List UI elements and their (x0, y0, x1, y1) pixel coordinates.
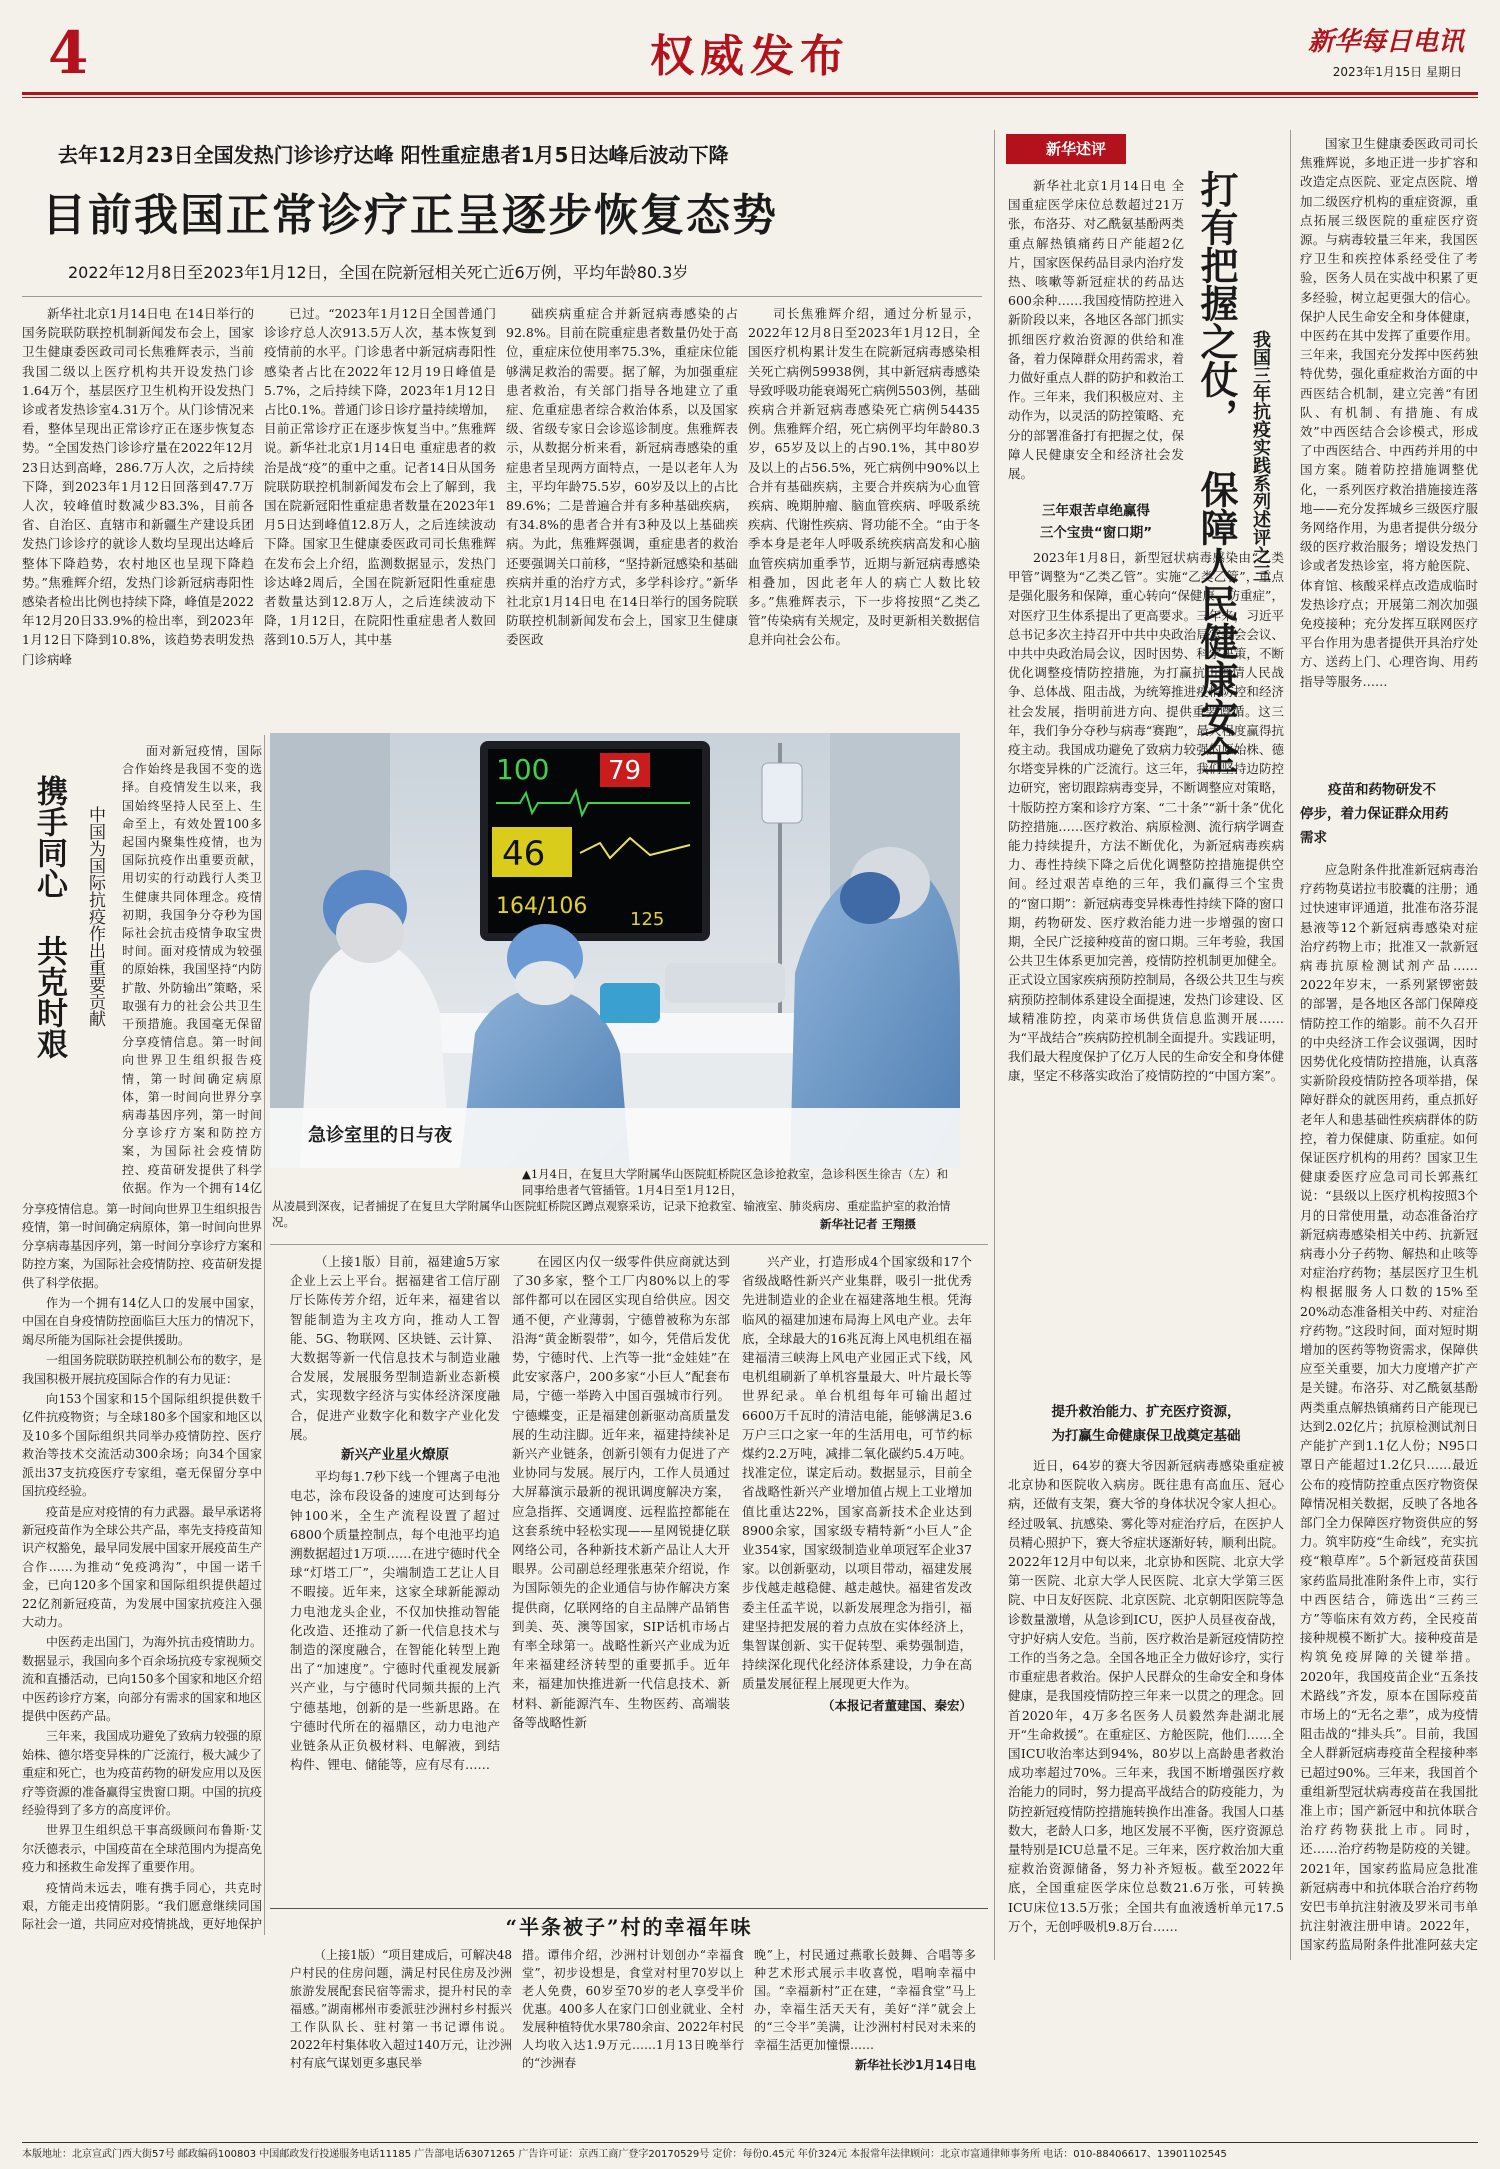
footer-info: 本版地址：北京宣武门西大街57号 邮政编码100803 中国邮政发行投递服务电话11185 广告部电话63071265 广告许可证：京西工商广登字20170529号 定价：每份0.45元 年价324元 本报常年法律顾问：北京市富通律师事务所 电话：010-88406617、13901102545 (22, 2149, 1227, 2160)
commentary-col-A3: 近日，64岁的赛大爷因新冠病毒感染重症被北京协和医院收入病房。既往患有高血压、冠心病，还做有支架，赛大爷的身体状况令家人担心。经过吸氧、抗感染、雾化等对症治疗后，在医护人员精心照护下，赛大爷症状逐渐好转，顺利出院。2022年12月中旬以来，北京协和医院、北京大学第一医院、北京大学人民医院、北京大学第三医院、中日友好医院、北京医院、北京朝阳医院等急诊数量激增，从急诊到ICU，医护人员昼夜奋战，守护好病人安危。当前，医疗救治是新冠疫情防控工作的当务之急。全国各地正全力做好诊疗，实行市重症患者救治。保护人民群众的生命安全和身体健康，是我国疫情防控三年来一以贯之的理念。回首2020年，4万多名医务人员毅然奔赴湖北展开“生命救援”。在重症区、方舱医院，他们……全国ICU收治率达到94%，80岁以上高龄患者救治成功率超过70%。三年来，我国不断增强医疗救治能力的同时，努力提高平战结合的防疫能力，为防控新冠疫情防控措施转换作出准备。我国人口基数大，老龄人口多，地区发展不平衡，医疗资源总量特别是ICU总量不足。三年来，医疗救治加大重症救治资源储备，努力补齐短板。截至2022年底，全国重症医学床位总数21.6万张，可转换ICU床位13.5万张；全国共有血液透析单元17.5万个，无创呼吸机9.8万台…… (1008, 1458, 1284, 1934)
main-headline: 目前我国正常诊疗正呈逐步恢复态势 (42, 190, 778, 241)
side-feature-subtitle: 中国为国际抗疫作出重要贡献 (85, 806, 105, 1027)
masthead-logo: 新华每日电讯 (1307, 27, 1464, 57)
commentary-divider (1290, 130, 1291, 1960)
monitor-bp: 164/106 (496, 894, 588, 919)
section-title: 权威发布 (650, 31, 850, 82)
feature-dateline: 新华社长沙1月14日电 (854, 2058, 976, 2072)
feature-col-2: 措。谭伟介绍，沙洲村计划创办“幸福食堂”，初步设想是，食堂对村里70岁以上老人免费，60岁至70岁的老人享受半价优惠。400多人在家门口创业就业、全村发展种植特优水果780余亩、2022年村民人均收入达1.9万元……1月13日晚举行的“沙洲春 (522, 1948, 744, 2070)
main-col-1: 新华社北京1月14日电 在14日举行的国务院联防联控机制新闻发布会上，国家卫生健康委医政司司长焦雅辉表示，当前我国二级以上医疗机构共开设发热门诊1.64万个，基层医疗卫生机构开设发热门诊或者发热诊室4.31万个。从门诊情况来看，整体呈现出正常诊疗正在逐步恢复态势。“全国发热门诊诊疗量在2022年12月23日达到高峰，286.7万人次，之后持续下降，到2023年1月12日回落到47.7万人次，较峰值时数减少83.3%，目前各省、自治区、直辖市和新疆生产建设兵团发热门诊诊疗的就诊人数均呈现出达峰后整体下降趋势，农村地区也呈现下降趋势。”焦雅辉介绍，发热门诊新冠病毒阳性感染者检出比例也持续下降，峰值是2022年12月20日33.9%的检出率，到2023年1月12日下降到10.8%，该趋势表明发热门诊病峰 (22, 306, 254, 667)
monitor-spo2: 46 (502, 834, 546, 874)
footer-rule (22, 2142, 1478, 2143)
col-divider (994, 130, 995, 1960)
header-rule-thin (22, 97, 1478, 98)
feature-col-1: （上接1版）“项目建成后，可解决48户村民的住房问题，满足村民住房及沙洲旅游发展配套民宿等需求，提升村民的幸福感。”湖南郴州市委派驻沙洲村乡村振兴工作队队长、驻村第一书记谭伟说。2022年村集体收入超过140万元，让沙洲村有底气谋划更多惠民举 (290, 1948, 512, 2070)
main-col-4: 司长焦雅辉介绍，通过分析显示，2022年12月8日至2023年1月12日，全国医疗机构累计发生在院新冠病毒感染相关死亡病例59938例，其中新冠病毒感染导致呼吸功能衰竭死亡病例5503例，基础疾病合并新冠病毒感染死亡病例54435例。焦雅辉介绍，死亡病例平均年龄80.3岁，65岁及以上的占90.1%，其中80岁及以上的占56.5%，死亡病例中90%以上合并有基础疾病，主要合并疾病为心血管疾病、晚期肿瘤、脑血管疾病、呼吸系统疾病、代谢性疾病、肾功能不全。“由于冬季本身是老年人呼吸系统疾病高发和心脑血管疾病加重季节，近期与新冠病毒感染相叠加，因此老年人的病亡人数比较多。”焦雅辉表示，下一步将按照“乙类乙管”传染病有关规定，及时更新相关数据信息并向社会公布。 (748, 306, 980, 648)
commentary-series: 我国三年抗疫实践系列述评之三 (1250, 330, 1271, 582)
bottom-byline: （本报记者董建国、秦宏） (821, 1697, 972, 1713)
side-divider (264, 735, 265, 1935)
main-kicker: 去年12月23日全国发热门诊诊疗达峰 阳性重症患者1月5日达峰后波动下降 (58, 143, 729, 167)
side-feature-body: 面对新冠疫情，国际合作始终是我国不变的选择。自疫情发生以来，我国始终坚持人民至上、生命至上，有效处置100多起国内聚集性疫情，也为国际抗疫作出重要贡献，用切实的行动践行人类卫生健康共同体理念。疫情初期，我国争分夺秒为国际社会抗击疫情争取宝贵时间。面对疫情成为较强的原始株，我国坚持“内防扩散、外防输出”策略，采取强有力的社会公共卫生干预措施。我国毫无保留分享疫情信息。第一时间向世界卫生组织报告疫情，第一时间确定病原体，第一时间向世界分享病毒基因序列，第一时间分享诊疗方案和防控方案，为国际社会疫情防控、疫苗研发提供了科学依据。作为一个拥有14亿 (122, 744, 262, 1195)
photo-credit: 新华社记者 王翔摄 (820, 1217, 917, 1231)
commentary-col-B1: 国家卫生健康委医政司司长焦雅辉说，多地正进一步扩容和改造定点医院、亚定点医院、增加二级医疗机构的重症资源，重点拓展三级医院的重症医疗资源。与病毒较量三年来，我国医疗卫生和疾控体系经受住了考验，医务人员在实战中积累了更多经验，树立起更强大的信心。保护人民生命安全和身体健康，中医药在其中发挥了重要作用。三年来，我国充分发挥中医药独特优势，强化重症救治方面的中西医结合机制，建立完善“有团队、有机制、有措施、有成效”中西医结合会诊模式，形成了中西医结合、中西药并用的中国方案。随着防控措施调整优化，一系列医疗救治措施接连落地——充分发挥城乡三级医疗服务网络作用，为患者提供分级分级的医疗救治服务；增设发热门诊或者发热诊室，将方舱医院、体育馆、核酸采样点改造成临时发热诊疗点；开展第二剂次加强免疫接种；充分发挥互联网医疗平台作用为患者提供开具治疗处方、送药上门、心理咨询、用药指导等服务…… (1300, 136, 1478, 689)
side-feature-body-cont: 分享疫情信息。第一时间向世界卫生组织报告疫情，第一时间确定病原体，第一时间向世界分享病毒基因序列，第一时间分享诊疗方案和防控方案，为国际社会疫情防控、疫苗研发提供了科学依据。 作为一个拥有14亿人口的发展中国家，中国在自身疫情防控面临巨大压力的情况下，竭尽所能为国际社会提供援助。 一组国务院联防联控机制公布的数字，是我国积极开展抗疫国际合作的有力见证： 向153个国家和15个国际组织提供数千亿件抗疫物资；与全球180多个国家和地区以及10多个国际组织共同举办疫情防控、医疗救治等技术交流活动300余场；向34个国家派出37支抗疫医疗专家组，毫无保留分享中国抗疫经验。 疫苗是应对疫情的有力武器。最早承诺将新冠疫苗作为全球公共产品，率先支持疫苗知识产权豁免，最早同发展中国家开展疫苗生产合作……为推动“免疫鸿沟”，中国一诺千金，已向120多个国家和国际组织提供超过22亿剂新冠疫苗，为发展中国家抗疫注入强大动力。 中医药走出国门，为海外抗击疫情助力。数据显示，我国向多个百余场抗疫专家视频交流和直播活动，已向150多个国家和地区介绍中医药诊疗方案，向部分有需求的国家和地区提供中医药产品。 三年来，我国成功避免了致病力较强的原始株、德尔塔变异株的广泛流行，极大减少了重症和死亡，也为疫苗药物的研发应用以及医疗等资源的准备赢得宝贵窗口期。中国的抗疫经验得到了多方的高度评价。 世界卫生组织总干事高级顾问布鲁斯·艾尔沃德表示，中国疫苗在全球范围内为提高免疫力和拯救生命发挥了重要作用。 疫情尚未远去，唯有携手同心，共克时艰，方能走出疫情阴影。“我们愿意继续同国际社会一道，共同应对疫情挑战，更好地保护 (22, 1202, 262, 1932)
monitor-alarm: 79 (608, 756, 642, 786)
main-col-3: 础疾病重症合并新冠病毒感染的占92.8%。目前在院重症患者数量仍处于高位，重症床位使用率75.3%，重症床位能够满足救治的需要。据了解，为加强重症患者救治，有关部门指导各地建立了重症、危重症患者综合救治体系，以及国家级、省级专家日会诊巡诊制度。焦雅辉表示，从数据分析来看，新冠病毒感染的重症患者呈现两方面特点，一是以老年人为主，平均年龄75.5岁，60岁及以上的占比89.6%；二是普遍合并有多种基础疾病，有34.8%的患者合并有3种及以上基础疾病。为此，焦雅辉强调，重症患者的救治还要强调关口前移，“坚持新冠感染和基础疾病并重的治疗方式，多学科诊疗。”新华社北京1月14日电 在14日举行的国务院联防联控机制新闻发布会上，国家卫生健康委医政 (506, 306, 738, 648)
header-rule (22, 92, 1478, 95)
emergency-room-photo (270, 733, 960, 1168)
commentary-headline-2: 保障人民健康安全 (1194, 470, 1239, 774)
commentary-col-B2: 应急附条件批准新冠病毒治疗药物莫诺拉韦胶囊的注册；通过快速审评通道，批准布洛芬混悬液等12个新冠病毒感染对症治疗药物上市；批准又一款新冠病毒抗原检测试剂产品……2022年岁末，一系列紧锣密鼓的部署，是各地区各部门保障疫情防控工作的缩影。前不久召开的中央经济工作会议强调，因时因势优化疫情防控措施，认真落实新阶段疫情防控各项举措，保障好群众的就医用药，重点抓好老年人和患基础性疾病群体的防控，着力保健康、防重症。如何保证医疗机构的用药？国家卫生健康委医疗应急司司长郭燕红说：“县级以上医疗机构按照3个月的日常使用量，动态准备治疗新冠病毒感染相关中药、抗新冠病毒小分子药物、解热和止咳等对症治疗药物；基层医疗卫生机构根据服务人口数的15%至20%动态准备相关中药、对症治疗药物。”这段时间，面对短时期增加的医药等物资需求，保障供应至关重要，加大力度增产扩产是关键。布洛芬、对乙酰氨基酚两类重点解热镇痛药日产能现已达到2.02亿片；抗原检测试剂日产能扩产到1.1亿人份；N95口罩日产能超过1.2亿只……最近公布的疫情防控重点医疗物资保障情况相关数据，反映了各地各部门全力保障医疗物资供应的努力。筑牢防疫“生命线”，充实抗疫“粮草库”。5个新冠疫苗获国家药监局批准附条件上市，实行中西医结合，筛选出“三药三方”等临床有效方药，全民疫苗接种规模不断扩大。接种疫苗是构筑免疫屏障的关键举措。2020年，我国疫苗企业“五条技术路线”齐发，原本在国际疫苗市场上的“无名之辈”，成为疫情阻击战的“排头兵”。目前，我国全人群新冠病毒疫苗全程接种率已超过90%。三年来，我国首个重组新型冠状病毒疫苗在我国批准上市；国产新冠中和抗体联合治疗药物获批上市。同时，还……治疗药物是防疫的关键。2021年，国家药监局应急批准新冠病毒中和抗体联合治疗药物安巴韦单抗注射液及罗米司韦单抗注射液注册申请。2022年，国家药监局附条件批准阿兹夫定 (1300, 862, 1478, 1953)
photo-title: 急诊室里的日与夜 (308, 1125, 452, 1146)
page-number: 4 (48, 19, 89, 87)
side-feature-title: 携手同心 (31, 775, 67, 899)
bottom-col-1: （上接1版）目前，福建逾5万家企业上云上平台。据福建省工信厅副厅长陈传芳介绍，近年来，福建省以智能制造为主攻方向，推动人工智能、5G、物联网、区块链、云计算、大数据等新一代信息技术与制造业融合发展，发展服务型制造新业态新模式，实现数字经济与实体经济深度融合，促进产业数字化和数字产业化发展。 新兴产业星火燎原 平均每1.7秒下线一个锂离子电池电芯，涂布段设备的速度可达到每分钟100米，全生产流程设置了超过6800个质量控制点，每个电池平均追溯数据超过1万项……在进宁德时代全球“灯塔工厂”，尖端制造工艺让人目不暇接。近年来，这家全球新能源动力电池龙头企业，不仅加快推动智能化改造、还推动了新一代信息技术与制造的深度融合，在智能化转型上跑出了“加速度”。宁德时代重视发展新兴产业，与宁德时代同频共振的上汽宁德基地，创新的是一些新思路。在宁德时代所在的福鼎区，动力电池产业链条从正负极材料、电解液，到结构件、锂电、储能等，应有尽有…… (290, 1254, 500, 1773)
monitor-hr: 100 (496, 753, 550, 786)
commentary-headline-1: 打有把握之仗， (1194, 170, 1239, 436)
commentary-sub2: 提升救治能力、扩充医疗资源， 为打赢生命健康保卫战奠定基础 (1051, 1404, 1241, 1444)
feature-title: “半条被子”村的幸福年味 (505, 1915, 753, 1939)
main-subhead: 2022年12月8日至2023年1月12日，全国在院新冠相关死亡近6万例，平均年龄80.3岁 (68, 263, 689, 282)
main-col-2: 已过。“2023年1月12日全国普通门诊诊疗总人次913.5万人次，基本恢复到疫情前的水平。门诊患者中新冠病毒阳性感染者占比在2022年12月19日峰值是5.7%，之后持续下降，2023年1月12日占比0.1%。普通门诊日诊疗量持续增加，目前正常诊疗正在逐步恢复当中。”焦雅辉说。新华社北京1月14日电 重症患者的救治是战“疫”的重中之重。记者14日从国务院联防联控机制新闻发布会上了解到，我国在院新冠阳性重症患者数量在2023年1月5日达到峰值12.8万人，之后连续波动下降。国家卫生健康委医政司司长焦雅辉在发布会上介绍，监测数据显示，发热门诊达峰2周后，全国在院新冠阳性重症患者数量达到12.8万人，之后连续波动下降，1月12日，在院阳性重症患者人数回落到10.5万人，其中基 (264, 306, 496, 648)
issue-date: 2023年1月15日 星期日 (1332, 65, 1462, 79)
subhead-rule (22, 296, 982, 297)
feature-col-3: 晚”上，村民通过燕歌长鼓舞、合唱等多种艺术形式展示丰收喜悦，唱响幸福中国。“幸福新村”正在建，“幸福食堂”马上办，幸福生活天天有，美好“洋”就会上的“三令半”美满，让沙洲村村民对未来的幸福生活更加憧憬…… 新华社长沙1月14日电 (754, 1948, 976, 2072)
photo-caption: ▲1月4日，在复旦大学附属华山医院虹桥院区急诊抢救室，急诊科医生徐吉（左）和同事给患者气管插管。1月4日至1月12日， (522, 1167, 948, 1197)
news-photo (270, 733, 960, 1168)
feature-rule (270, 1908, 988, 1909)
bottom-col-2: 在园区内仅一级零件供应商就达到了30多家，整个工厂内80%以上的零部件都可以在园区实现自给供应。因交通不便，产业薄弱，宁德曾被称为东部沿海“黄金断裂带”，如今，凭借后发优势，宁德时代、上汽等一批“金娃娃”在此安家落户，200多家“小巨人”配套布局，宁德一举跨入中国百强城市行列。宁德蝶变，正是福建创新驱动高质量发展的生动注脚。近年来，福建持续补足新兴产业链条，创新引领有力促进了产业协同与发展。展厅内，工作人员通过大屏幕演示最新的视讯调度解决方案，应急指挥、交通调度、远程监控都能在这套系统中轻松实现——星网锐捷亿联网络公司，各种新技术新产品让人大开眼界。公司副总经理张惠荣介绍说，作为国际领先的企业通信与协作解决方案提供商，亿联网络的自主品牌产品销售到美、英、澳等国家，SIP话机市场占有率全球第一。战略性新兴产业成为近年来福建经济转型的重要抓手。近年来，福建加快推进新一代信息技术、新材料、新能源汽车、生物医药、高端装备等战略性新 (512, 1254, 730, 1730)
side-feature-title-2: 共克时艰 (31, 935, 67, 1059)
commentary-tag: 新华述评 (1006, 134, 1126, 164)
bottom-rule (270, 1244, 988, 1245)
photo-caption-2: 从凌晨到深夜，记者捕捉了在复旦大学附属华山医院虹桥院区蹲点观察采访，记录下抢救室、输液室、肺炎病房、重症监护室的救治情况。 (272, 1199, 951, 1229)
commentary-col-A2: 2023年1月8日，新型冠状病毒感染由“乙类甲管”调整为“乙类乙管”。实施“乙类乙管”，重点是强化服务和保障，重心转向“保健康、防重症”，对医疗卫生体系提出了更高要求。三年来，习近平总书记多次主持召开中共中央政治局常委会会议、中共中央政治局会议，因时因势、科学决策，不断优化调整疫情防控措施，为打赢抗击疫情人民战争、总体战、阻击战，为统筹推进疫情防控和经济社会发展，指明前进方向、提供重要遵循。这三年，我们争分夺秒与病毒“赛跑”，最大程度赢得抗疫主动。我国成功避免了致病力较强的原始株、德尔塔变异株的广泛流行。这三年，我们坚持边防控边研究，密切跟踪病毒变异，不断调整应对策略，十版防控方案和诊疗方案、“二十条”“新十条”优化防控措施……医疗救治、病原检测、流行病学调查能力持续提升，方法不断优化，为新冠病毒疾病力、毒性持续下降之后优化调整防控措施提供空间。经过艰苦卓绝的三年，我们赢得三个宝贵的“窗口期”：新冠病毒变异株毒性持续下降的窗口期，药物研发、医疗救治能力进一步增强的窗口期，全民广泛接种疫苗的窗口期。三年考验，我国公共卫生体系更加完善，疫情防控机制更加健全。正式设立国家疾病预防控制局，各级公共卫生与疾病预防控制体系建设全面提速，发热门诊建设、区域精准防控，肉菜市场供货信息监测开展……为“平战结合”疾病防控机制全面提升。实践证明，我们最大程度保护了亿万人民的生命安全和身体健康，坚定不移落实政治了疫情防控的“中国方案”。 (1008, 550, 1284, 1084)
monitor-map: 125 (630, 909, 665, 930)
commentary-col-A1: 新华社北京1月14日电 全国重症医学床位总数超过21万张，布洛芬、对乙酰氨基酚两类重点解热镇痛药日产能超2亿片，国家医保药品目录内治疗发热、咳嗽等新冠症状的药品达600余种……我国疫情防控进入新阶段以来，各地区各部门抓实抓细医疗救治资源的供给和准备，着力保障群众用药需求，着力做好重点人群的防护和救治工作。三年来，我们积极应对、主动作为，以灵活的防控策略、充分的部署准备打有把握之仗，保障人民健康安全和经济社会发展。 (1008, 178, 1184, 482)
bottom-col-3: 兴产业，打造形成4个国家级和17个省级战略性新兴产业集群，吸引一批优秀先进制造业的企业在福建落地生根。凭海临风的福建加速布局海上风电产业。去年底，全球最大的16兆瓦海上风电机组在福建福清三峡海上风电产业园正式下线，风电机组刷新了单机容量最大、叶片最长等世界纪录。单台机组每年可输出超过6600万千瓦时的清洁电能，能够满足3.6万户三口之家一年的生活用电，可节约标煤约2.2万吨，减排二氧化碳约5.4万吨。找准定位，谋定后动。数据显示，目前全省战略性新兴产业增加值占规上工业增加值比重达22%，国家高新技术企业达到8900余家，国家级专精特新“小巨人”企业354家，国家级制造业单项冠军企业37家。以创新驱动，以项目带动，福建发展步伐越走越稳健、越走越快。福建省发改委主任孟芊说，以新发展理念为指引，福建坚持把发展的着力点放在实体经济上，集智谋创新、实干促转型、乘势强制造，持续深化现代化经济体系建设，力争在高质量发展征程上展现更大作为。 （本报记者董建国、秦宏） (742, 1252, 972, 1900)
bottom-subhead: 新兴产业星火燎原 (341, 1447, 449, 1464)
commentary-sub3: 疫苗和药物研发不 停步，着力保证群众用药 需求 (1300, 782, 1449, 846)
commentary-sub1: 三年艰苦卓绝赢得 三个宝贵“窗口期” (1039, 503, 1153, 541)
